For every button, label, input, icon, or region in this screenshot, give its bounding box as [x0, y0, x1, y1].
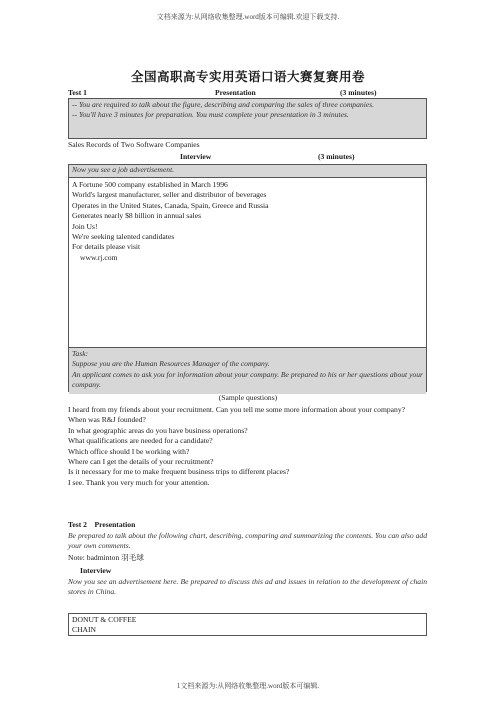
question-6: Where can I get the details of your recruitment? — [68, 457, 214, 467]
test1-instruction-1: -- You are required to talk about the figure, describing and comparing the sales of three companies. — [72, 100, 375, 109]
header-note: 文档来源为:从网络收集整理.word版本可编辑.欢迎下载支持. — [156, 13, 340, 21]
interview2-instruction: Now you see an advertisement here. Be prepared to discuss this ad and issues in relation to the development of chain stores in China. — [68, 577, 427, 597]
test2-instruction: Be prepared to talk about the following chart, describing, comparing and summarizing the contents. You can also add your own comments. — [68, 531, 427, 551]
ad-line-7: For details please visit — [72, 242, 141, 252]
interview1-time: (3 minutes) — [318, 152, 355, 161]
ad-line-6: We're seeking talented candidates — [72, 232, 175, 242]
question-5: Which office should I be working with? — [68, 446, 190, 456]
test1-time: (3 minutes) — [340, 88, 377, 97]
question-3: In what geographic areas do you have business operations? — [68, 425, 248, 435]
ad-line-4: Generates nearly $8 billion in annual sales — [72, 211, 202, 221]
donut-ad-line-1: DONUT & COFFEE — [72, 615, 137, 624]
interview1-label: Interview — [180, 152, 212, 161]
test2-label: Test 2 — [68, 520, 87, 529]
page-title: 全国高职高专实用英语口语大赛复赛用卷 — [130, 70, 365, 84]
ad-line-5: Join Us! — [72, 221, 98, 231]
footer-note: 1文档来源为:从网络收集整理.word版本可编辑. — [176, 682, 320, 690]
task-heading: Task: — [72, 349, 89, 358]
donut-ad-line-2: CHAIN — [72, 625, 97, 635]
test1-label: Test 1 — [68, 88, 87, 97]
question-2: When was R&J founded? — [68, 415, 146, 425]
test1-instruction-2: -- You'll have 3 minutes for preparation. You must complete your presentation in 3 minutes. — [72, 110, 349, 120]
question-4: What qualifications are needed for a candidate? — [68, 436, 213, 446]
question-7: Is it necessary for me to make frequent business trips to different places? — [68, 467, 290, 477]
ad-line-2: World's largest manufacturer, seller and distributor of beverages — [72, 190, 267, 200]
question-1: I heard from my friends about your recruitment. Can you tell me some more information about your company? — [68, 405, 405, 414]
ad-line-1: A Fortune 500 company established in March 1996 — [72, 180, 228, 189]
job-advertisement — [69, 178, 426, 348]
ad-url: www.rj.com — [80, 252, 118, 262]
test1-section: Presentation — [215, 88, 256, 97]
test1-instruction-box — [68, 98, 427, 139]
donut-ad-box — [68, 613, 427, 636]
task-line-2: An applicant comes to ask you for information about your company. Be prepared to his or her questions about your company. — [72, 369, 423, 390]
figure-caption: Sales Records of Two Software Companies — [68, 140, 200, 149]
sample-questions — [68, 405, 427, 488]
interview1-box — [68, 164, 427, 392]
test2-note: Note: badminton 羽毛球 — [68, 553, 144, 562]
test2-heading — [68, 520, 135, 529]
sample-heading: (Sample questions) — [218, 393, 278, 402]
question-8: I see. Thank you very much for your attention. — [68, 477, 210, 487]
ad-line-3: Operates in the United States, Canada, Spain, Greece and Russia — [72, 200, 269, 210]
task-box — [69, 348, 426, 394]
interview1-prompt: Now you see a job advertisement. — [69, 165, 426, 178]
test2-section: Presentation — [94, 520, 136, 529]
task-line-1: Suppose you are the Human Resources Manager of the company. — [72, 359, 270, 369]
interview2-label: Interview — [80, 566, 112, 575]
